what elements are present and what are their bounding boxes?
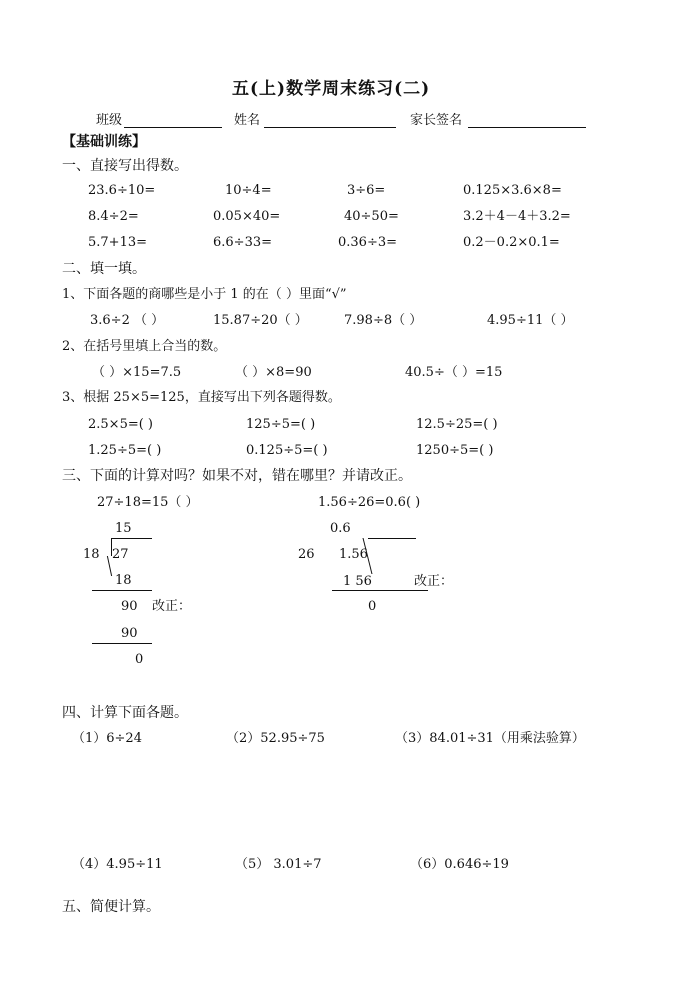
derived-result-item: 0.125÷5=( )	[246, 443, 328, 458]
section-1-title: 一、直接写出得数。	[62, 158, 188, 174]
calc-item: （5） 3.01÷7	[235, 857, 322, 872]
class-label: 班级	[96, 113, 123, 128]
question-2-1: 1、下面各题的商哪些是小于 1 的在（ ）里面“√”	[62, 287, 347, 302]
calc-item: （2）52.95÷75	[226, 731, 325, 746]
oral-item: 0.05×40=	[213, 209, 281, 224]
oral-item: 5.7+13=	[88, 235, 148, 250]
class-blank[interactable]	[124, 127, 222, 128]
derived-result-item: 1250÷5=( )	[416, 443, 494, 458]
quotient-check-item: 3.6÷2 （ ）	[90, 313, 165, 328]
oral-item: 0.36÷3=	[338, 235, 398, 250]
long-division-dividend: 27	[112, 547, 129, 562]
correction-label-left: 改正：	[152, 599, 192, 614]
name-blank[interactable]	[264, 127, 396, 128]
oral-item: 3÷6=	[347, 183, 386, 198]
page-title: 五(上)数学周末练习(二)	[232, 79, 431, 99]
long-division-remainder: 90	[121, 599, 138, 614]
oral-item: 0.125×3.6×8=	[463, 183, 562, 198]
long-division-subtract: 90	[121, 626, 138, 641]
long-division-remainder: 0	[135, 652, 144, 667]
long-division-divisor: 18	[83, 547, 100, 562]
fill-blank-item: （ ）×8=90	[235, 365, 312, 380]
section-4-title: 四、计算下面各题。	[62, 705, 188, 721]
subtraction-line	[92, 590, 152, 591]
long-division-subtract: 18	[115, 573, 132, 588]
long-division-quotient: 15	[115, 521, 132, 536]
parent-signature-blank[interactable]	[468, 127, 586, 128]
section-5-title: 五、简便计算。	[62, 899, 160, 915]
long-division-dividend: 1.56	[339, 547, 368, 562]
subtraction-line	[332, 590, 428, 591]
quotient-check-item: 4.95÷11（ ）	[487, 313, 574, 328]
quotient-check-item: 15.87÷20（ ）	[213, 313, 308, 328]
question-2-3: 3、根据 25×5=125，直接写出下列各题得数。	[62, 390, 341, 405]
correction-label-right: 改正：	[414, 574, 454, 589]
section-2-title: 二、填一填。	[62, 261, 146, 277]
derived-result-item: 2.5×5=( )	[88, 417, 154, 432]
long-division-remainder: 0	[368, 599, 377, 614]
division-bar	[368, 538, 416, 539]
oral-item: 40÷50=	[344, 209, 399, 224]
question-2-2: 2、在括号里填上合当的数。	[62, 339, 227, 354]
name-label: 姓名	[234, 113, 261, 128]
oral-item: 6.6÷33=	[213, 235, 273, 250]
check-equation-right: 1.56÷26=0.6( )	[318, 495, 421, 510]
calc-item: （6）0.646÷19	[410, 857, 509, 872]
section-basic-heading: 【基础训练】	[62, 134, 146, 150]
calc-item: （4）4.95÷11	[72, 857, 163, 872]
parent-signature-label: 家长签名	[410, 113, 463, 128]
fill-blank-item: 40.5÷（ ）=15	[405, 365, 503, 380]
quotient-check-item: 7.98÷8（ ）	[344, 313, 423, 328]
derived-result-item: 125÷5=( )	[246, 417, 316, 432]
fill-blank-item: （ ）×15=7.5	[92, 365, 182, 380]
oral-item: 0.2－0.2×0.1=	[463, 235, 560, 250]
division-bar	[112, 538, 152, 539]
section-3-title: 三、下面的计算对吗？如果不对，错在哪里？并请改正。	[62, 468, 412, 484]
calc-item: （1）6÷24	[72, 731, 142, 746]
oral-item: 23.6÷10=	[88, 183, 156, 198]
oral-item: 3.2＋4－4＋3.2=	[463, 209, 571, 224]
derived-result-item: 1.25÷5=( )	[88, 443, 162, 458]
long-division-quotient: 0.6	[330, 521, 351, 536]
calc-item: （3）84.01÷31（用乘法验算）	[395, 731, 585, 746]
oral-item: 10÷4=	[225, 183, 272, 198]
subtraction-line	[92, 643, 152, 644]
long-division-subtract: 1 56	[343, 574, 372, 589]
derived-result-item: 12.5÷25=( )	[416, 417, 498, 432]
oral-item: 8.4÷2=	[88, 209, 139, 224]
long-division-divisor: 26	[298, 547, 315, 562]
check-equation-left: 27÷18=15（ ）	[97, 495, 199, 510]
